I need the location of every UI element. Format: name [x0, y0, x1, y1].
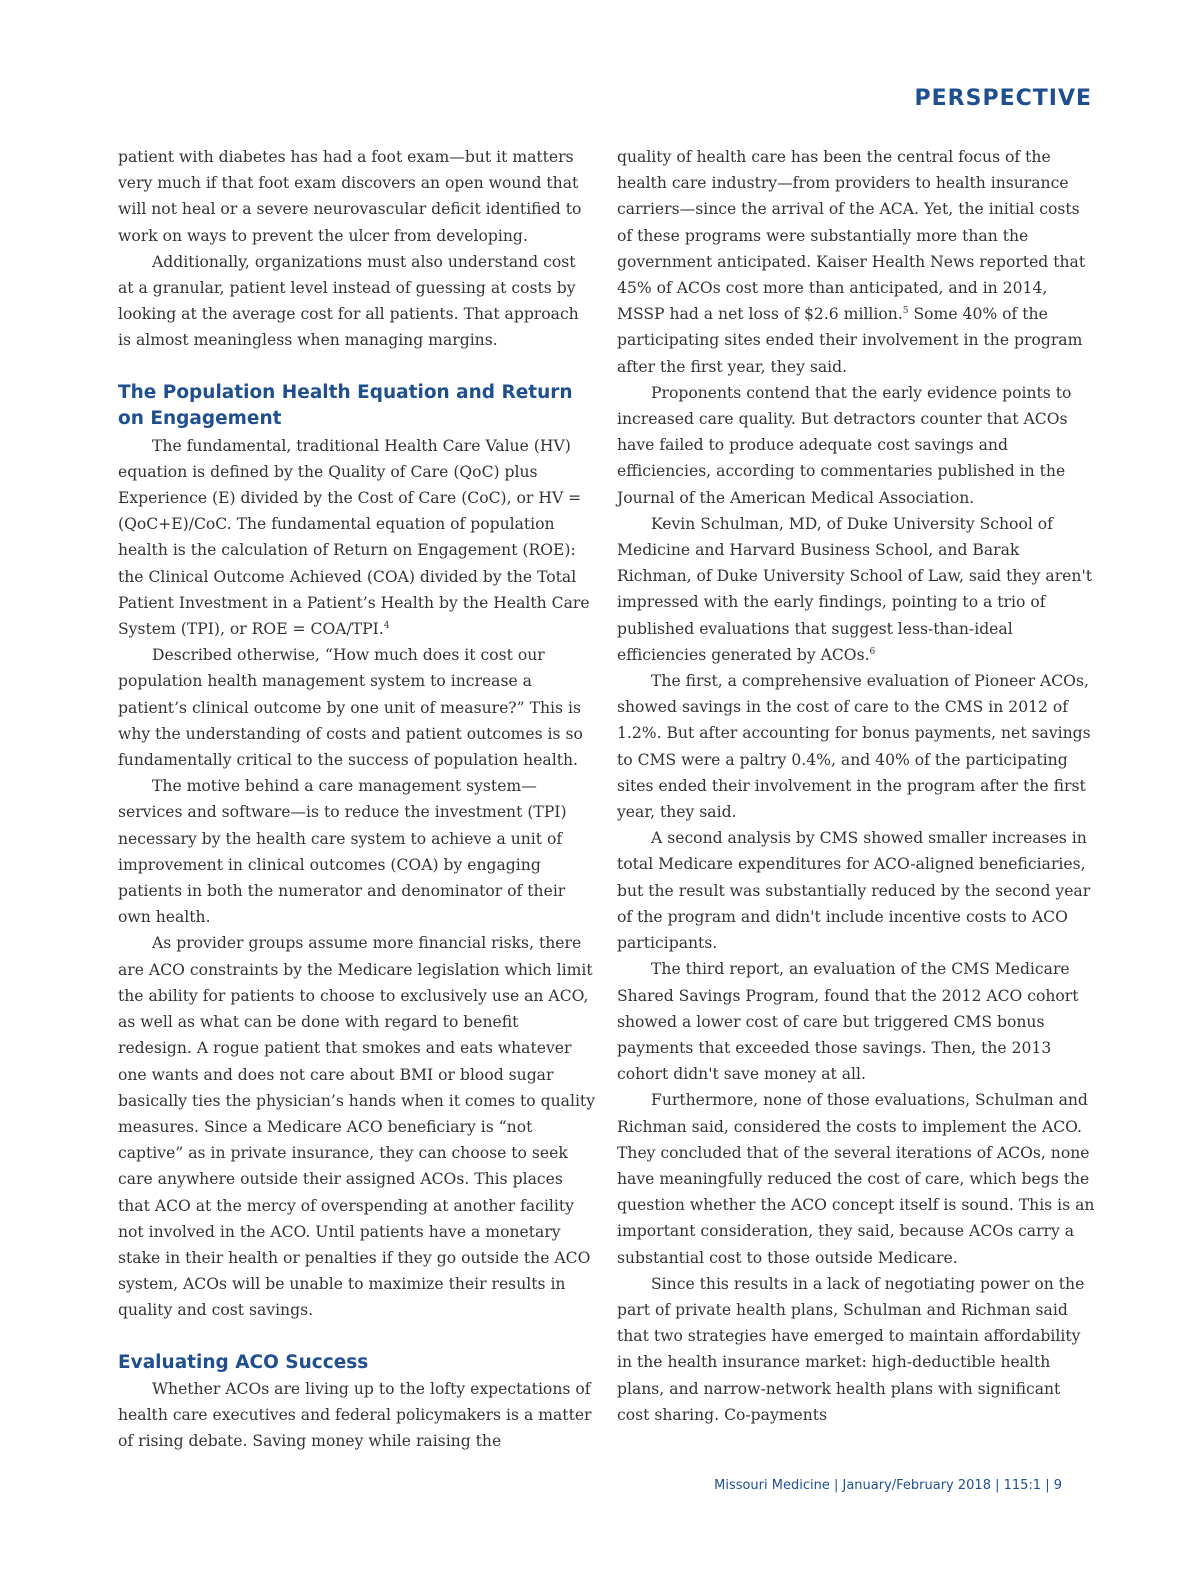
paragraph-text: Kevin Schulman, MD, of Duke University School of Medicine and Harvard Business School, and Barak Richman, of Duke University School of Law, said they aren't impressed with the early findings, pointing to a trio of published evaluations that suggest less-than-ideal efficiencies generated by ACOs. — [617, 514, 1092, 664]
paragraph: Proponents contend that the early evidence points to increased care quality. But detractors counter that ACOs have failed to produce adequate cost savings and efficiencies, according to commentaries published in the Journal of the American Medical Association. — [617, 383, 1072, 507]
right-column — [617, 144, 1095, 1428]
section-label: PERSPECTIVE — [914, 86, 1092, 111]
paragraph: Furthermore, none of those evaluations, Schulman and Richman said, considered the costs to implement the ACO. They concluded that of the several iterations of ACOs, none have meaningfully reduced the cost of care, which begs the question whether the ACO concept itself is sound. This is an important consideration, they said, because ACOs carry a substantial cost to those outside Medicare. — [617, 1091, 1095, 1267]
left-column — [118, 144, 596, 1455]
paragraph-text: quality of health care has been the central focus of the health care industry—from providers to health insurance carriers—since the arrival of the ACA. Yet, the initial costs of these programs were substantially more than the government anticipated. Kaiser Health News reported that 45% of ACOs cost more than anticipated, and in 2014, MSSP had a net loss of $2.6 million. — [617, 148, 1086, 324]
paragraph-text: The fundamental, traditional Health Care Value (HV) equation is defined by the Quality of Care (QoC) plus Experience (E) divided by the Cost of Care (CoC), or HV = (QoC+E)/CoC. The fundamental equation of population health is the calculation of Return on Engagement (ROE): the Clinical Outcome Achieved (COA) divided by the Total Patient Investment in a Patient’s Health by the Health Care System (TPI), or ROE = COA/TPI. — [118, 436, 590, 639]
section-heading: The Population Health Equation and Return on Engagement — [118, 381, 573, 430]
paragraph: Whether ACOs are living up to the lofty expectations of health care executives and federal policymakers is a matter of rising debate. Saving money while raising the — [118, 1380, 592, 1451]
paragraph: The first, a comprehensive evaluation of Pioneer ACOs, showed savings in the cost of care to the CMS in 2012 of 1.2%. But after accounting for bonus payments, net savings to CMS were a paltry 0.4%, and 40% of the participating sites ended their involvement in the program after the first year, they said. — [617, 672, 1091, 822]
paragraph: patient with diabetes has had a foot exam—but it matters very much if that foot exam discovers an open wound that will not heal or a severe neurovascular deficit identified to work on ways to prevent the ulcer from developing. — [118, 148, 582, 245]
paragraph: Described otherwise, “How much does it cost our population health management system to increase a patient’s clinical outcome by one unit of measure?” This is why the understanding of costs and patient outcomes is so fundamentally critical to the success of population health. — [118, 646, 583, 770]
paragraph: The motive behind a care management system—services and software—is to reduce the investment (TPI) necessary by the health care system to achieve a unit of improvement in clinical outcomes (COA) by engaging patients in both the numerator and denominator of their own health. — [118, 777, 567, 927]
paragraph-text: Some 40% of the participating sites ended their involvement in the program after the first year, they said. — [617, 305, 1083, 376]
paragraph: Additionally, organizations must also understand cost at a granular, patient level instead of guessing at costs by looking at the average cost for all patients. That approach is almost meaningless when managing margins. — [118, 252, 579, 350]
paragraph: A second analysis by CMS showed smaller increases in total Medicare expenditures for ACO-aligned beneficiaries, but the result was substantially reduced by the second year of the program and didn't include incentive costs to ACO participants. — [617, 829, 1091, 953]
paragraph — [118, 433, 596, 643]
paragraph: Since this results in a lack of negotiating power on the part of private health plans, Schulman and Richman said that two strategies have emerged to maintain affordability in the health insurance market: high-deductible health plans, and narrow-network health plans with significant cost sharing. Co-payments — [617, 1274, 1085, 1424]
reference-marker: 6 — [869, 646, 876, 657]
section-heading: Evaluating ACO Success — [118, 1351, 369, 1373]
paragraph — [617, 144, 1095, 380]
paragraph: As provider groups assume more financial risks, there are ACO constraints by the Medicare legislation which limit the ability for patients to choose to exclusively use an ACO, as well as what can be done with regard to benefit redesign. A rogue patient that smokes and eats whatever one wants and does not care about BMI or blood sugar basically ties the physician’s hands when it comes to quality measures. Since a Medicare ACO beneficiary is “not captive” as in private insurance, they can choose to seek care anywhere outside their assigned ACOs. This places that ACO at the mercy of overspending at another facility not involved in the ACO. Until patients have a monetary stake in their health or penalties if they go outside the ACO system, ACOs will be unable to maximize their results in quality and cost savings. — [118, 934, 596, 1320]
reference-marker: 4 — [383, 620, 390, 631]
paragraph — [617, 511, 1095, 668]
page-footer: Missouri Medicine | January/February 2018 | 115:1 | 9 — [714, 1478, 1062, 1493]
paragraph: The third report, an evaluation of the CMS Medicare Shared Savings Program, found that the 2012 ACO cohort showed a lower cost of care but triggered CMS bonus payments that exceeded those savings. Then, the 2013 cohort didn't save money at all. — [617, 960, 1079, 1084]
reference-marker: 5 — [902, 306, 909, 317]
